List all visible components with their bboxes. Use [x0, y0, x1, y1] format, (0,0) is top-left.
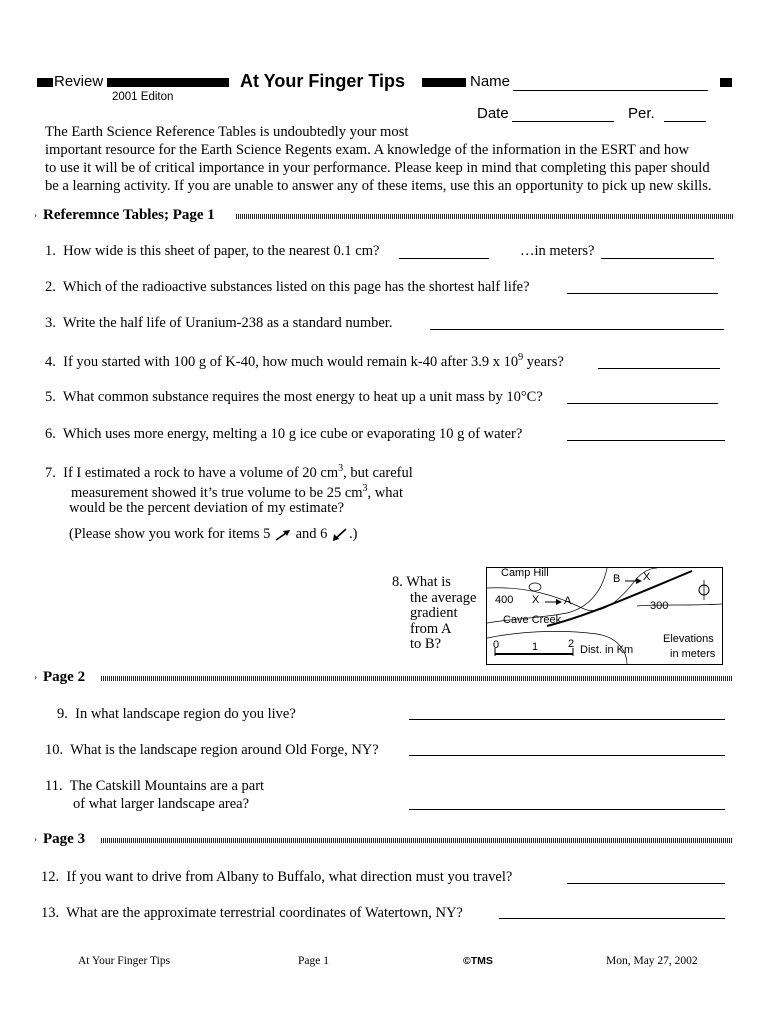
header-bar	[720, 78, 732, 87]
question-text: If you want to drive from Albany to Buffalo, what direction must you travel?	[66, 869, 513, 885]
footer-copyright: ©TMS	[463, 955, 493, 967]
elevations-label: Elevations	[663, 633, 714, 645]
name-label: Name	[470, 73, 511, 90]
x-mark-label: X	[532, 594, 540, 606]
question-number: 2.	[45, 279, 56, 295]
intro-line: be a learning activity. If you are unable to answer any of these items, use this an opportunity to pick up new skills.	[45, 178, 712, 194]
answer-field-1[interactable]	[399, 258, 489, 259]
superscript: 3	[362, 483, 368, 494]
question-7-line-2	[71, 483, 403, 502]
question-7	[45, 463, 413, 482]
question-text: In what landscape region do you live?	[75, 706, 296, 722]
edition-label: 2001 Editon	[112, 91, 174, 103]
question-number: 3.	[45, 315, 56, 331]
name-field[interactable]	[513, 90, 708, 91]
instruction-text: (Please show you work for items 5	[69, 526, 271, 542]
question-text: The Catskill Mountains are a part	[69, 778, 265, 794]
question-text: If I estimated a rock to have a volume of 20 cm	[63, 464, 339, 481]
point-a-label: A	[564, 595, 572, 607]
review-label: Review	[54, 73, 104, 90]
intro-line: important resource for the Earth Science Regents exam. A knowledge of the information in the ESRT and how	[45, 142, 690, 158]
header-bar	[422, 78, 466, 87]
question-13	[41, 905, 463, 922]
scale-1-label: 1	[532, 641, 539, 653]
period-field[interactable]	[664, 121, 706, 122]
footer-left: At Your Finger Tips	[78, 955, 171, 967]
scale-0-label: 0	[493, 639, 500, 651]
question-text: How wide is this sheet of paper, to the nearest 0.1 cm?	[63, 243, 380, 259]
contour-400-label: 400	[495, 594, 514, 606]
contour-300-label: 300	[650, 600, 669, 612]
section-divider	[101, 838, 733, 843]
bullet-arrow-icon: ›	[34, 210, 37, 220]
page-title: At Your Finger Tips	[240, 71, 406, 91]
answer-field-5[interactable]	[567, 403, 718, 404]
question-number: 4.	[45, 353, 56, 370]
date-label: Date	[477, 105, 509, 122]
question-text: What are the approximate terrestrial coordinates of Watertown, NY?	[66, 905, 463, 921]
section-divider	[236, 214, 733, 219]
answer-field-4[interactable]	[598, 368, 720, 369]
question-12	[41, 869, 512, 886]
instruction-text: .)	[349, 526, 358, 542]
camp-hill-label: Camp Hill	[501, 567, 549, 579]
question-text: If you started with 100 g of K-40, how much would remain k-40 after 3.9 x 10	[63, 353, 519, 370]
question-text: What common substance requires the most energy to heat up a unit mass by 10°C?	[62, 389, 543, 405]
cave-creek-label: Cave Creek	[503, 614, 562, 626]
arrow-up-right-icon	[274, 528, 292, 542]
question-number: 5.	[45, 389, 56, 405]
arrow-down-left-icon	[331, 527, 349, 543]
question-text: What is the landscape region around Old Forge, NY?	[70, 742, 379, 758]
section-title: Page 3	[43, 831, 86, 847]
superscript: 3	[338, 463, 344, 474]
question-2	[45, 279, 530, 296]
intro-line: The Earth Science Reference Tables is undoubtedly your most	[45, 124, 409, 140]
distance-label: Dist. in Km	[580, 644, 634, 656]
period-label: Per.	[628, 105, 655, 122]
question-4	[45, 352, 564, 371]
section-heading-page-1	[34, 207, 215, 224]
question-text: Which uses more energy, melting a 10 g ice cube or evaporating 10 g of water?	[62, 426, 523, 442]
contour-map	[486, 567, 723, 665]
question-number: 9.	[57, 706, 68, 722]
question-9	[57, 706, 296, 723]
answer-field-9[interactable]	[409, 719, 725, 720]
bullet-arrow-icon: ›	[34, 672, 37, 682]
scale-2-label: 2	[568, 638, 575, 650]
question-text: , what	[367, 484, 403, 501]
question-number: 12.	[41, 869, 60, 885]
question-text: the average	[410, 589, 477, 606]
answer-field-11[interactable]	[409, 809, 725, 810]
answer-field-10[interactable]	[409, 755, 725, 756]
elevations-unit-label: in meters	[670, 648, 716, 660]
answer-field-3[interactable]	[430, 329, 724, 330]
footer-date: Mon, May 27, 2002	[606, 955, 698, 967]
section-title: Page 2	[43, 669, 86, 685]
header-bar	[107, 78, 229, 87]
question-number: 13.	[41, 905, 60, 921]
question-text: 8. What is	[392, 574, 451, 590]
question-number: 7.	[45, 464, 56, 481]
work-instruction	[69, 526, 358, 543]
question-1	[45, 243, 379, 260]
answer-field-12[interactable]	[567, 883, 725, 884]
section-heading-page-2	[34, 669, 85, 686]
question-text: , but careful	[343, 464, 413, 481]
superscript: 9	[518, 352, 524, 363]
question-number: 11.	[45, 778, 63, 794]
question-text: gradient	[410, 605, 458, 621]
answer-field-1-meters[interactable]	[601, 258, 714, 259]
question-7-line-3: would be the percent deviation of my estimate?	[69, 500, 345, 516]
question-text: measurement showed it’s true volume to be 25 cm	[71, 484, 363, 501]
question-number: 10.	[45, 742, 64, 758]
question-text: to B?	[410, 636, 442, 652]
question-text: from A	[410, 620, 452, 637]
question-11	[45, 778, 264, 795]
question-6	[45, 426, 522, 443]
question-1-meters: …in meters?	[520, 243, 595, 259]
section-divider	[101, 676, 733, 681]
question-10	[45, 742, 379, 759]
intro-paragraph	[45, 123, 735, 195]
date-field[interactable]	[512, 121, 614, 122]
question-3	[45, 315, 392, 332]
question-text: Write the half life of Uranium-238 as a standard number.	[62, 315, 393, 331]
question-text: years?	[523, 353, 564, 370]
x-mark-label: X	[643, 571, 651, 583]
footer-page-number: Page 1	[298, 955, 329, 967]
question-11-line-2: of what larger landscape area?	[73, 796, 250, 812]
bullet-arrow-icon: ›	[34, 834, 37, 844]
section-title: Referemnce Tables; Page 1	[43, 207, 215, 223]
question-8	[392, 575, 476, 653]
header-bar	[37, 78, 53, 87]
question-5	[45, 389, 543, 406]
instruction-text: and 6	[295, 526, 328, 542]
question-text: Which of the radioactive substances listed on this page has the shortest half life?	[62, 279, 530, 295]
answer-field-2[interactable]	[567, 293, 718, 294]
question-number: 1.	[45, 243, 56, 259]
intro-line: to use it will be of critical importance in your performance. Please keep in mind that completing this paper should	[45, 160, 710, 176]
point-b-label: B	[613, 573, 621, 585]
section-heading-page-3	[34, 831, 85, 848]
answer-field-6[interactable]	[567, 440, 725, 441]
answer-field-13[interactable]	[499, 918, 725, 919]
question-number: 6.	[45, 426, 56, 442]
